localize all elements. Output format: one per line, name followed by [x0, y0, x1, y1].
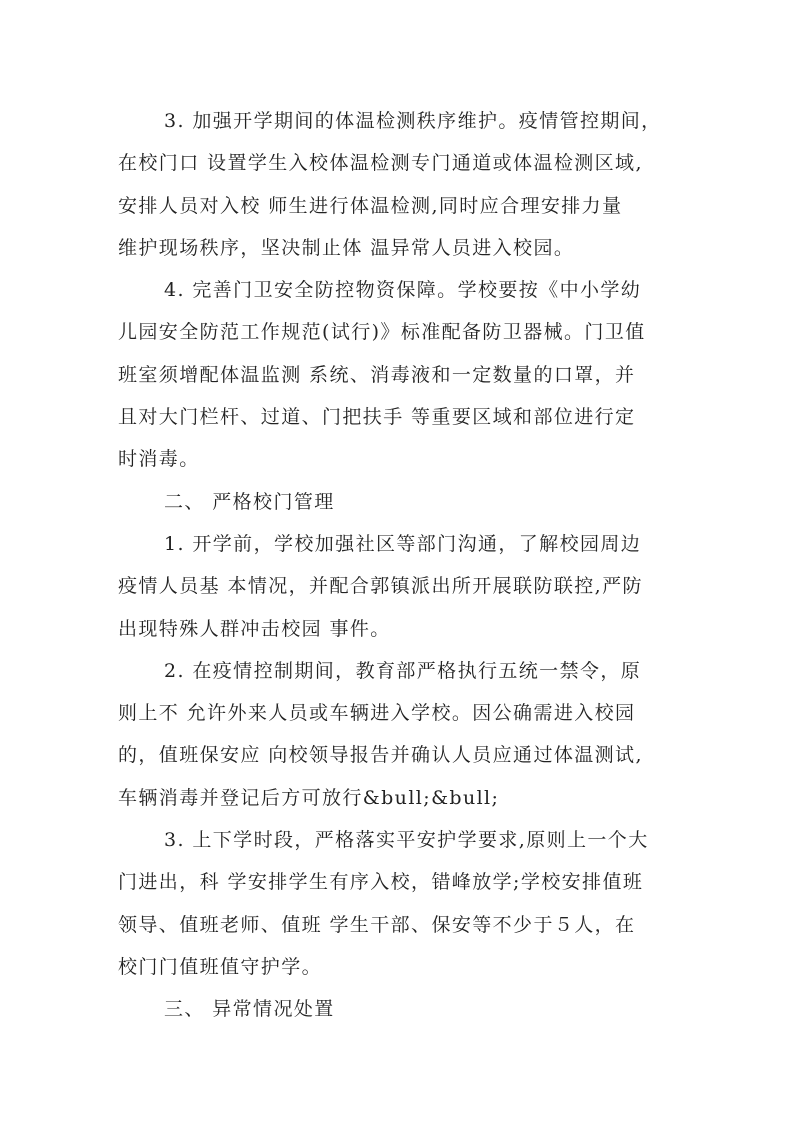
text-line: 维护现场秩序，坚决制止体 温异常人员进入校园。	[118, 236, 575, 259]
text-line: 3. 加强开学期间的体温检测秩序维护。疫情管控期间，	[164, 110, 662, 132]
text-line: 儿园安全防范工作规范(试行)》标准配备防卫器械。门卫值	[118, 321, 646, 344]
text-line: 班室须增配体温监测 系统、消毒液和一定数量的口罩，并	[118, 363, 636, 386]
text-line: 在校门口 设置学生入校体温检测专门通道或体温检测区域,	[118, 152, 643, 175]
text-line: 出现特殊人群冲击校园 事件。	[118, 617, 391, 640]
text-line: 1. 开学前，学校加强社区等部门沟通，了解校园周边	[164, 532, 642, 555]
text-line: 且对大门栏杆、过道、门把扶手 等重要区域和部位进行定	[118, 406, 636, 429]
section-heading: 三、 异常情况处置	[164, 998, 335, 1021]
text-line: 2. 在疫情控制期间，教育部严格执行五统一禁令，原	[164, 659, 642, 682]
text-line: 门进出，科 学安排学生有序入校，错峰放学;学校安排值班	[118, 871, 644, 894]
text-line: 的，值班保安应 向校领导报告并确认人员应通过体温测试,	[118, 744, 643, 767]
section-heading: 二、 严格校门管理	[164, 490, 335, 513]
text-line: 校门门值班值守护学。	[118, 955, 323, 978]
text-line: 车辆消毒并登记后方可放行&bull;&bull;	[118, 786, 500, 809]
document-body	[118, 100, 678, 1031]
text-line: 安排人员对入校 师生进行体温检测,同时应合理安排力量	[118, 194, 623, 217]
text-line: 3. 上下学时段，严格落实平安护学要求,原则上一个大	[164, 829, 649, 852]
text-line: 疫情人员基 本情况，并配合郭镇派出所开展联防联控,严防	[118, 575, 643, 598]
text-line: 4. 完善门卫安全防控物资保障。学校要按《中小学幼	[164, 279, 642, 302]
text-line: 则上不 允许外来人员或车辆进入学校。因公确需进入校园	[118, 702, 636, 725]
text-line: 时消毒。	[118, 448, 200, 471]
text-line: 领导、值班老师、值班 学生干部、保安等不少于５人，在	[118, 913, 636, 936]
